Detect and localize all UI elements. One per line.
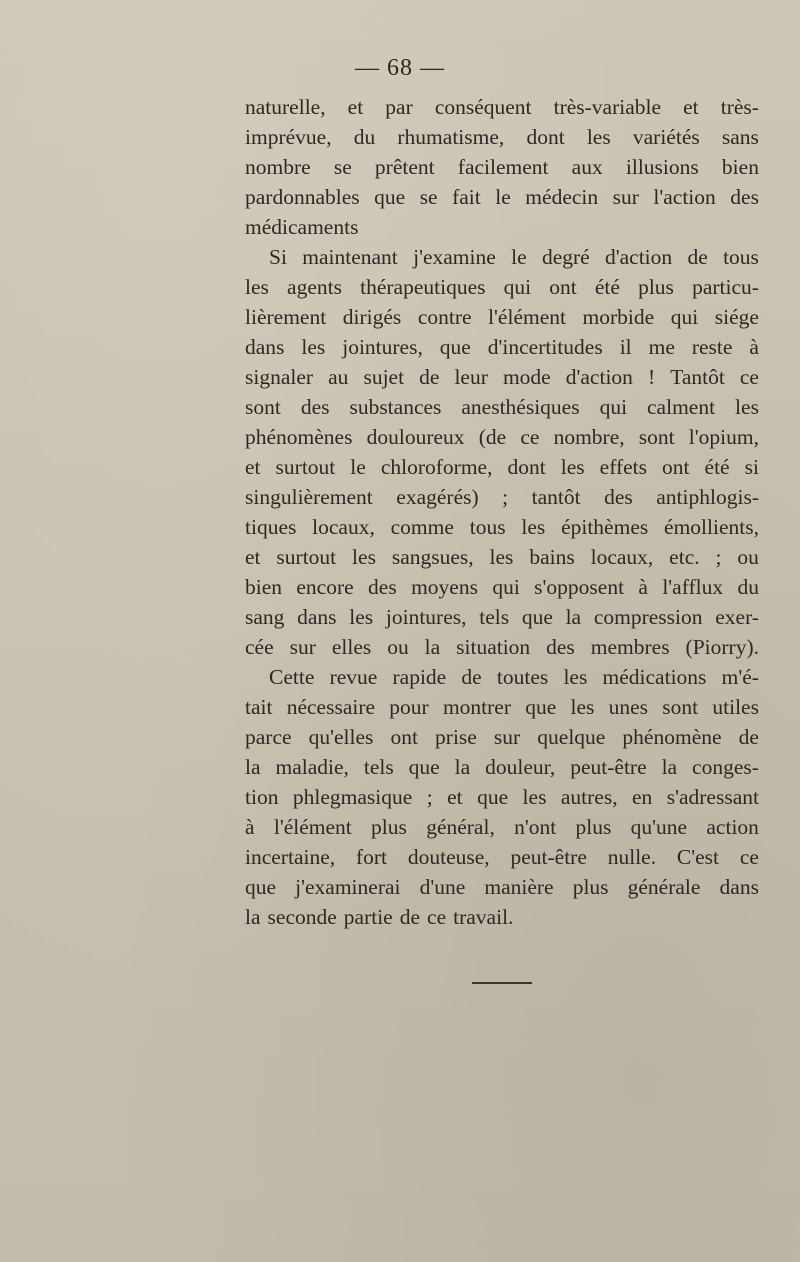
text-line: la maladie, tels que la douleur, peut-être la conges- — [245, 755, 759, 779]
body-text — [245, 92, 759, 932]
text-line: incertaine, fort douteuse, peut-être nulle. C'est ce — [245, 845, 759, 869]
text-line: et surtout les sangsues, les bains locaux, etc. ; ou — [245, 545, 759, 569]
text-line: tiques locaux, comme tous les épithèmes émollients, — [245, 515, 759, 539]
text-line: bien encore des moyens qui s'opposent à l'afflux du — [245, 575, 759, 599]
text-line: naturelle, et par conséquent très-variable et très- — [245, 95, 759, 119]
text-line: la seconde partie de ce travail. — [245, 905, 514, 929]
text-line: sang dans les jointures, tels que la compression exer- — [245, 605, 759, 629]
text-line: que j'examinerai d'une manière plus générale dans — [245, 875, 759, 899]
text-line: tait nécessaire pour montrer que les unes sont utiles — [245, 695, 759, 719]
text-line: et surtout le chloroforme, dont les effets ont été si — [245, 455, 759, 479]
text-line: signaler au sujet de leur mode d'action ! Tantôt ce — [245, 365, 759, 389]
page-number: — 68 — — [355, 55, 445, 81]
text-line: dans les jointures, que d'incertitudes il me reste à — [245, 335, 759, 359]
text-line: imprévue, du rhumatisme, dont les variétés sans — [245, 125, 759, 149]
text-line: sont des substances anesthésiques qui calment les — [245, 395, 759, 419]
text-line: pardonnables que se fait le médecin sur l'action des — [245, 185, 759, 209]
text-line: Si maintenant j'examine le degré d'action de tous — [269, 245, 759, 269]
text-line: phénomènes douloureux (de ce nombre, sont l'opium, — [245, 425, 759, 449]
text-line: médicaments — [245, 215, 359, 239]
text-line: parce qu'elles ont prise sur quelque phénomène de — [245, 725, 759, 749]
text-line: les agents thérapeutiques qui ont été plus particu- — [245, 275, 759, 299]
text-line: Cette revue rapide de toutes les médications m'é- — [269, 665, 759, 689]
text-line: singulièrement exagérés) ; tantôt des antiphlogis- — [245, 485, 759, 509]
text-line: nombre se prêtent facilement aux illusions bien — [245, 155, 759, 179]
text-line: cée sur elles ou la situation des membres (Piorry). — [245, 635, 759, 659]
text-line: à l'élément plus général, n'ont plus qu'une action — [245, 815, 759, 839]
text-line: tion phlegmasique ; et que les autres, en s'adressant — [245, 785, 759, 809]
text-line: lièrement dirigés contre l'élément morbide qui siége — [245, 305, 759, 329]
section-end-rule — [472, 982, 532, 984]
